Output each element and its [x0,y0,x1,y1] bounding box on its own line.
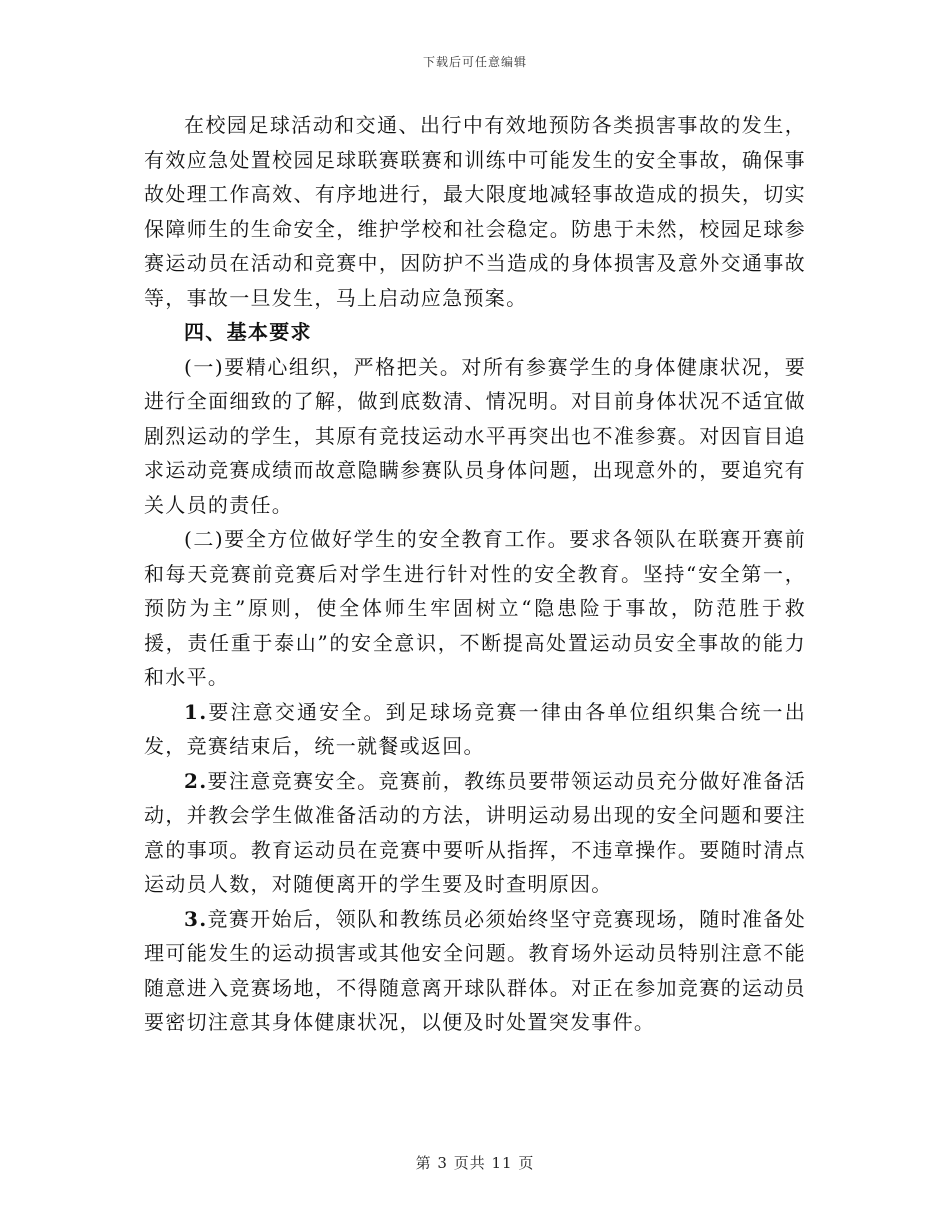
paragraph-organize: (一)要精心组织，严格把关。对所有参赛学生的身体健康状况，要进行全面细致的了解，做到底数清、情况明。对目前身体状况不适宜做剧烈运动的学生，其原有竞技运动水平再突出也不准参赛。对因盲目追求运动竞赛成绩而故意隐瞒参赛队员身体问题，出现意外的，要追究有关人员的责任。 [144,354,806,517]
paragraph-intro: 在校园足球活动和交通、出行中有效地预防各类损害事故的发生，有效应急处置校园足球联赛联赛和训练中可能发生的安全事故，确保事故处理工作高效、有序地进行，最大限度地减轻事故造成的损失，切实保障师生的生命安全，维护学校和社会稳定。防患于未然，校园足球参赛运动员在活动和竞赛中，因防护不当造成的身体损害及意外交通事故等，事故一旦发生，马上启动应急预案。 [144,113,806,310]
list-item-competition-safety [144,764,806,902]
list-item-onsite-supervision [144,902,806,1040]
section-heading-basic-requirements: 四、基本要求 [184,320,312,344]
page-header: 下载后可任意编辑 [422,55,527,69]
list-item-text: 竞赛开始后，领队和教练员必须始终坚守竞赛现场，随时准备处理可能发生的运动损害或其他安全问题。教育场外运动员特别注意不能随意进入竞赛场地，不得随意离开球队群体。对正在参加竞赛的运动员要密切注意其身体健康状况，以便及时处置突发事件。 [144,906,806,1034]
list-item-number: 1. [184,699,208,724]
list-item-traffic-safety [144,695,806,764]
list-item-text: 要注意竞赛安全。竞赛前，教练员要带领运动员充分做好准备活动，并教会学生做准备活动的方法，讲明运动易出现的安全问题和要注意的事项。教育运动员在竞赛中要听从指挥，不违章操作。要随时清点运动员人数，对随便离开的学生要及时查明原因。 [144,768,806,896]
page-number-footer: 第 3 页共 11 页 [415,1154,535,1172]
paragraph-safety-education: (二)要全方位做好学生的安全教育工作。要求各领队在联赛开赛前和每天竞赛前竞赛后对学生进行针对性的安全教育。坚持“安全第一，预防为主”原则，使全体师生牢固树立“隐患险于事故，防范胜于救援，责任重于泰山”的安全意识，不断提高处置运动员安全事故的能力和水平。 [144,527,806,689]
list-item-number: 3. [184,906,208,931]
list-item-text: 要注意交通安全。到足球场竞赛一律由各单位组织集合统一出发，竞赛结束后，统一就餐或返回。 [144,699,806,758]
document-body [144,108,806,1040]
list-item-number: 2. [184,768,208,793]
